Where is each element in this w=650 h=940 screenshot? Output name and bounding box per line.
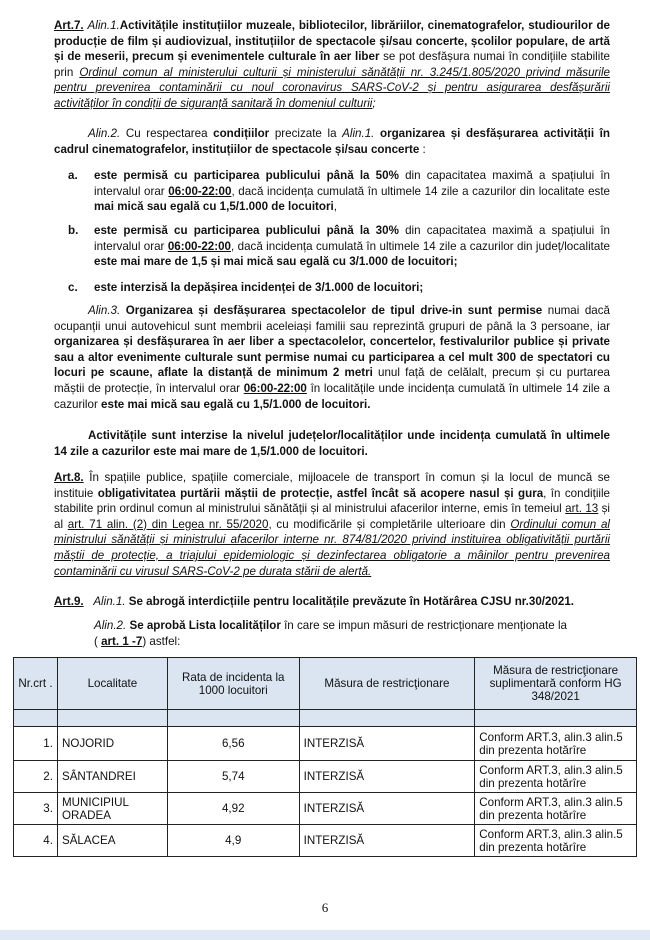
header-masura: Măsura de restricţionare	[299, 658, 475, 710]
cell-localitate: SÂNTANDREI	[57, 761, 167, 793]
art7-alin3-t2: unul față de celălalt, precum și cu purtarea măștii de protecție, în intervalul orar	[54, 366, 610, 395]
art7-alin3-label: Alin.3.	[88, 304, 121, 317]
item-c-bold: este interzisă la depășirea incidenței de 3/1.000 de locuitori;	[94, 281, 424, 294]
art7-alin1-label: Alin.1.	[87, 19, 120, 32]
header-localitate: Localitate	[57, 658, 167, 710]
list-marker: b.	[68, 224, 79, 237]
art9-alin2-t2: (	[94, 634, 102, 648]
art7-label: Art.7.	[54, 19, 84, 32]
art7-alin3-time: 06:00-22:00	[243, 381, 307, 395]
cell-rata: 4,92	[167, 793, 299, 825]
art7-alin2-paragraph	[54, 126, 610, 157]
art8-label: Art.8.	[54, 471, 84, 484]
item-a-bold2: mai mică sau egală cu 1,5/1.000 de locuitori	[94, 200, 334, 214]
art7-alin1-end: ;	[372, 96, 376, 110]
localities-table	[13, 657, 637, 857]
art8-t4: , cu modificările și completările ulterioare din	[268, 517, 511, 531]
list-marker: a.	[68, 169, 78, 182]
viewer-footer-bar	[0, 930, 650, 940]
cell-localitate: NOJORID	[57, 727, 167, 761]
art7-alin2-t2: precizate la	[269, 127, 343, 140]
item-b-text2: , dacă incidența cumulată în ultimele 14 zile a cazurilor din județ/localitate	[231, 239, 610, 253]
art7-alin1-text: se pot desfășura numai în condițiile stabilite prin	[54, 50, 611, 79]
art7-alin1-order-reference: Ordinul comun al ministerului culturii și ministerului sănătății nr. 3.245/1.805/2020 privind măsurile pentru prevenirea contaminării cu noul coronavirus SARS-CoV-2 și pentru asigurarea desfășurării activităților în condiții de siguranță sanitară în domeniul culturii	[54, 65, 610, 110]
cell-masura: INTERZISĂ	[299, 761, 475, 793]
cell-localitate: MUNICIPIUL ORADEA	[57, 793, 167, 825]
table-row	[14, 825, 637, 857]
art9-alin2-paragraph	[94, 618, 610, 649]
art9-alin2-bold: Se aprobă Lista localităților	[126, 619, 281, 632]
art8-ref2-link[interactable]: art. 71 alin. (2) din Legea nr. 55/2020	[67, 517, 269, 531]
item-a-bold: este permisă cu participarea publicului până la 50%	[94, 169, 399, 182]
table-spacer-row	[14, 710, 637, 727]
art9-alin1-paragraph	[54, 594, 610, 610]
cell-suplimentara: Conform ART.3, alin.3 alin.5 din prezenta hotărîre	[475, 761, 637, 793]
table-row	[14, 761, 637, 793]
art8-t1: În spațiile publice, spațiile comerciale, mijloacele de transport în comun și la locul de muncă se instituie	[54, 471, 610, 500]
art9-alin2-label: Alin.2.	[94, 619, 127, 632]
art8-paragraph	[54, 470, 610, 579]
art7-alin2-t4: :	[419, 142, 426, 156]
art8-t2: , în condițiile stabilite prin ordinul comun al ministrului sănătății și al ministrului afacerilor interne, emis în temeiul	[54, 486, 611, 516]
art9-alin1-label: Alin.1.	[93, 595, 126, 608]
art8-order-reference: Ordinului comun al ministrului sănătății și ministrului afacerilor interne nr. 874/81/2020 privind instituirea obligativității purtării măștii de protecție, a triajului epidemiologic și dezinfectarea obligatorie a mâinilor pentru prevenirea contaminării cu virusul SARS-CoV-2 pe durata stării de alertă.	[54, 517, 611, 578]
art8-ref1-link[interactable]: art. 13	[565, 502, 599, 516]
art7-closing-paragraph: Activitățile sunt interzise la nivelul județelor/localităților unde incidența cumulată în ultimele 14 zile a cazurilor este mai mare de 1,5/1.000 de locuitori.	[54, 429, 610, 458]
table-row	[14, 793, 637, 825]
list-item-c	[54, 280, 610, 296]
art7-alin3-b1: Organizarea și desfășurarea spectacolelor de tipul drive-in sunt permise	[125, 304, 543, 317]
item-a-end: ,	[333, 200, 337, 214]
art9-alin2-ref-link[interactable]: art. 1 -7	[101, 634, 143, 648]
cell-rata: 5,74	[167, 761, 299, 793]
cell-nr: 4.	[14, 825, 58, 857]
art7-alin1-bold: Activitățile instituțiilor muzeale, bibliotecilor, librăriilor, cinematografelor, studiourilor de producție de film și audiovizual, instituțiilor de spectacole și/sau concerte, școlilor populare, de artă și de meserii, precum și evenimentele culturale în aer liber	[54, 19, 610, 64]
art7-alin3-paragraph	[54, 303, 610, 412]
cell-suplimentara: Conform ART.3, alin.3 alin.5 din prezenta hotărîre	[475, 825, 637, 857]
cell-rata: 4,9	[167, 825, 299, 857]
list-item-a	[54, 168, 610, 215]
art7-alin2-b2: organizarea și desfășurarea activității în cadrul cinematografelor, instituțiilor de spectacole și/sau concerte	[54, 127, 610, 156]
cell-nr: 1.	[14, 727, 58, 761]
cell-rata: 6,56	[167, 727, 299, 761]
list-marker: c.	[68, 281, 78, 294]
art7-alin2-t1: Cu respectarea	[120, 127, 214, 140]
table-row	[14, 727, 637, 761]
item-a-text2: , dacă incidența cumulată în ultimele 14 zile a cazurilor din localitate este	[231, 184, 610, 198]
art9-alin2-t3: ) astfel:	[142, 634, 181, 648]
item-b-bold2: este mai mare de 1,5 și mai mică sau egală cu 3/1.000 de locuitori;	[94, 255, 458, 269]
cell-masura: INTERZISĂ	[299, 825, 475, 857]
page-number: 6	[321, 900, 329, 915]
art8-t3: și al	[54, 502, 611, 531]
art7-alin3-t1: numai dacă ocupanții unui autovehicul sunt membrii aceleiași familii sau reprezintă grupuri de până la 3 persoane, iar	[54, 304, 610, 333]
header-nr: Nr.crt .	[14, 658, 58, 710]
item-b-text: din capacitatea maximă a spațiului în intervalul orar	[94, 224, 610, 253]
header-masura-suplimentara: Măsura de restricţionare suplimentară conform HG 348/2021	[475, 658, 637, 710]
table-header-row	[14, 658, 637, 710]
art7-alin3-b2: organizarea și desfășurarea în aer liber a spectacolelor, concertelor, festivalurilor publice și private sau a altor evenimente culturale sunt permise numai cu participarea a cel mult 300 de spectatori cu locuri pe scaune, aflate la distanță de minimum 2 metri	[54, 335, 610, 380]
art9-alin2-t1: în care se impun măsuri de restricționare menționate la	[280, 619, 567, 632]
cell-nr: 3.	[14, 793, 58, 825]
cell-suplimentara: Conform ART.3, alin.3 alin.5 din prezenta hotărîre	[475, 793, 637, 825]
art7-alin3-t3: în localitățile unde incidența cumulată în ultimele 14 zile a cazurilor	[54, 381, 610, 411]
art7-alin2-ref: Alin.1.	[342, 127, 375, 140]
item-b-time: 06:00-22:00	[167, 239, 231, 253]
cell-masura: INTERZISĂ	[299, 793, 475, 825]
header-rata: Rata de incidenta la 1000 locuitori	[167, 658, 299, 710]
cell-localitate: SĂLACEA	[57, 825, 167, 857]
item-a-time: 06:00-22:00	[168, 184, 232, 198]
art9-alin1-bold: Se abrogă interdicțiile pentru localitățile prevăzute în Hotărârea CJSU nr.30/2021.	[125, 595, 574, 608]
cell-nr: 2.	[14, 761, 58, 793]
item-a-text: din capacitatea maximă a spațiului în intervalul orar	[94, 169, 610, 198]
cell-masura: INTERZISĂ	[299, 727, 475, 761]
art7-alin3-b3: este mai mică sau egală cu 1,5/1.000 de locuitori.	[101, 397, 371, 411]
art7-alin2-label: Alin.2.	[88, 127, 121, 140]
art8-b1: obligativitatea purtării măștii de protecție, astfel încât să acopere nasul și gura	[97, 486, 544, 500]
art7-alin2-b1: condițiilor	[213, 127, 270, 140]
item-b-bold: este permisă cu participarea publicului până la 30%	[94, 224, 399, 237]
art7-alin1-paragraph	[54, 18, 610, 112]
art9-label: Art.9.	[54, 595, 84, 608]
list-item-b	[54, 223, 610, 270]
cell-suplimentara: Conform ART.3, alin.3 alin.5 din prezenta hotărîre	[475, 727, 637, 761]
